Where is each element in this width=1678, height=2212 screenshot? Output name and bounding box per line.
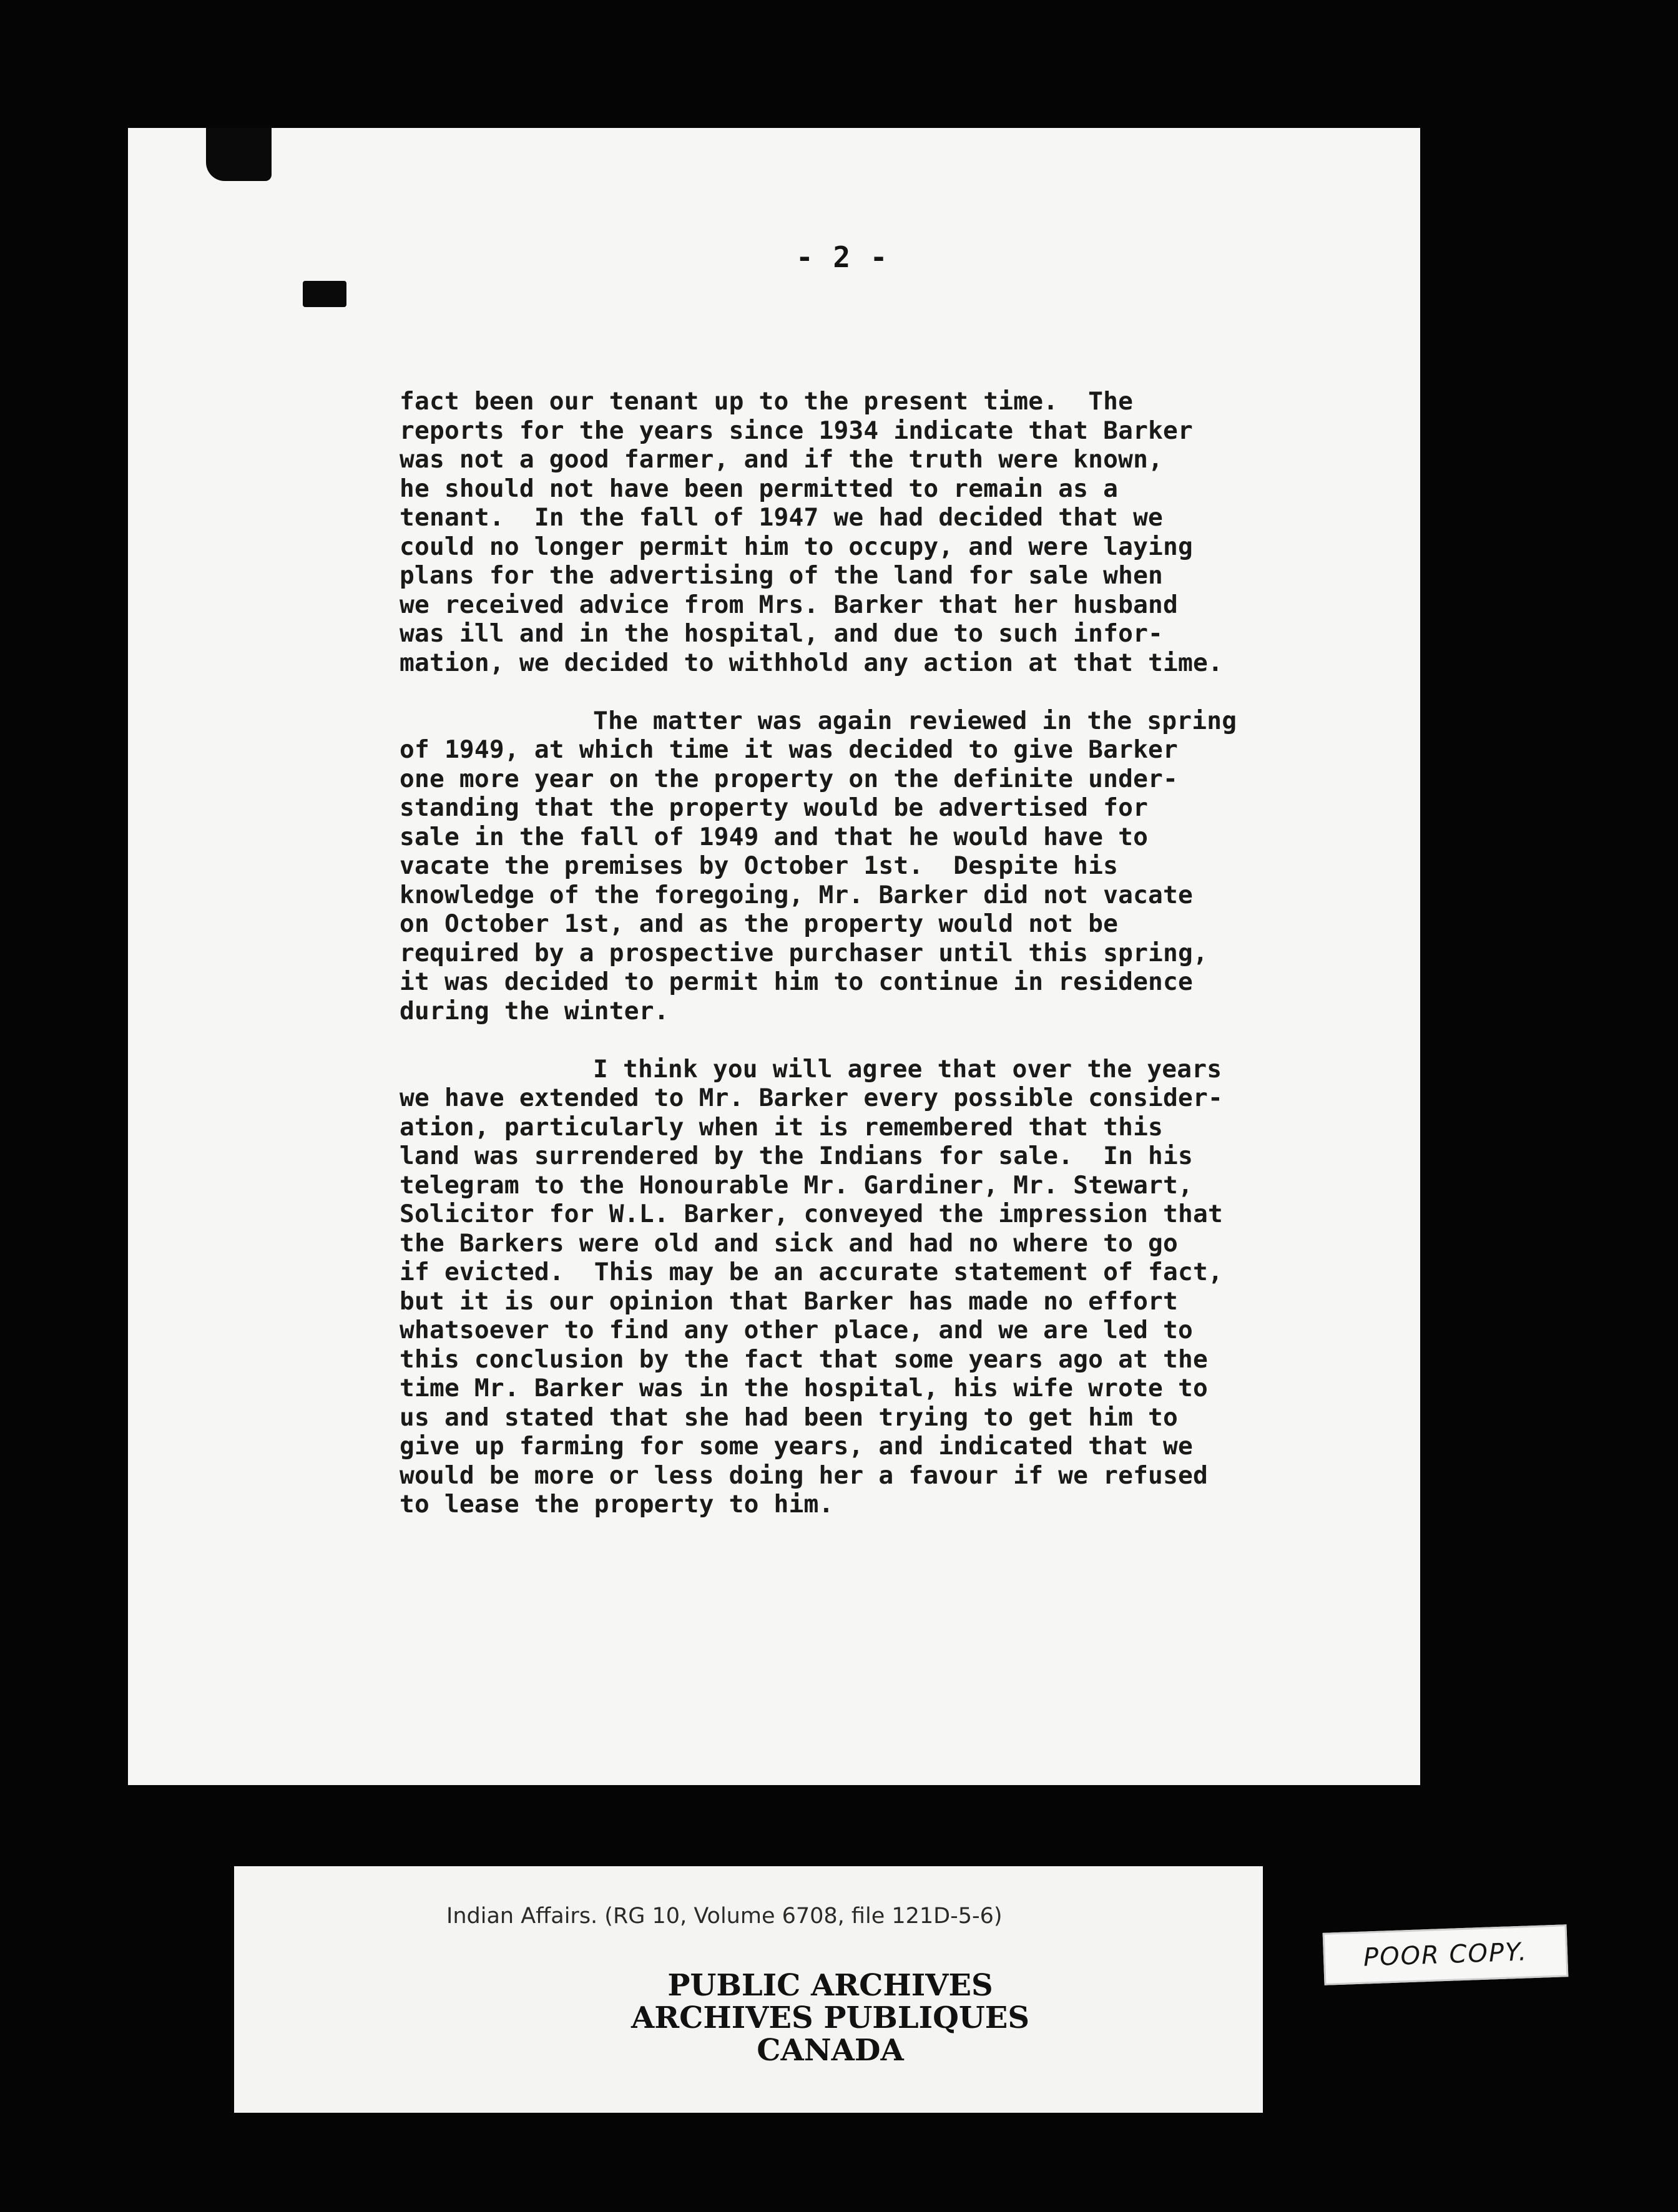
text-line: plans for the advertising of the land for sale when bbox=[400, 561, 1164, 590]
text-line: the Barkers were old and sick and had no where to go bbox=[400, 1228, 1179, 1258]
text-line: would be more or less doing her a favour if we refused bbox=[400, 1461, 1208, 1490]
tape-mark bbox=[206, 128, 272, 181]
text-line: but it is our opinion that Barker has made no effort bbox=[400, 1286, 1179, 1316]
text-line: we received advice from Mrs. Barker that her husband bbox=[400, 590, 1179, 619]
paragraph bbox=[400, 707, 1386, 1026]
text-line: I think you will agree that over the years bbox=[593, 1054, 1222, 1084]
text-line: of 1949, at which time it was decided to give Barker bbox=[400, 735, 1179, 764]
text-line: sale in the fall of 1949 and that he would have to bbox=[400, 822, 1149, 851]
text-line: give up farming for some years, and indicated that we bbox=[400, 1432, 1193, 1461]
text-line: whatsoever to find any other place, and we are led to bbox=[400, 1316, 1193, 1344]
page-number: - 2 - bbox=[796, 240, 889, 274]
text-line: land was surrendered by the Indians for sale. In his bbox=[400, 1142, 1193, 1170]
text-line: could no longer permit him to occupy, and were laying bbox=[400, 532, 1193, 561]
text-line: us and stated that she had been trying to get him to bbox=[400, 1402, 1179, 1432]
tape-mark-small bbox=[303, 281, 346, 307]
text-line: Solicitor for W.L. Barker, conveyed the impression that bbox=[400, 1200, 1223, 1228]
archive-title-line: PUBLIC ARCHIVES bbox=[667, 1968, 993, 2003]
letter-body bbox=[400, 387, 1386, 1519]
text-line: it was decided to permit him to continue in residence bbox=[400, 967, 1193, 996]
text-line: standing that the property would be advertised for bbox=[400, 793, 1149, 822]
text-line: mation, we decided to withhold any action at that time. bbox=[400, 648, 1223, 677]
text-line: was ill and in the hospital, and due to such infor- bbox=[400, 619, 1164, 648]
paragraph bbox=[400, 387, 1386, 677]
text-line: was not a good farmer, and if the truth were known, bbox=[400, 445, 1164, 474]
text-line: if evicted. This may be an accurate statement of fact, bbox=[400, 1258, 1223, 1286]
archive-title bbox=[537, 1969, 1124, 2067]
text-line: to lease the property to him. bbox=[400, 1490, 834, 1519]
text-line: fact been our tenant up to the present time. The bbox=[400, 387, 1134, 416]
text-line: The matter was again reviewed in the spring bbox=[593, 706, 1237, 735]
text-line: one more year on the property on the definite under- bbox=[400, 764, 1179, 793]
text-line: we have extended to Mr. Barker every possible consider- bbox=[400, 1084, 1223, 1112]
text-line: he should not have been permitted to remain as a bbox=[400, 474, 1119, 503]
text-line: knowledge of the foregoing, Mr. Barker did not vacate bbox=[400, 880, 1193, 909]
text-line: reports for the years since 1934 indicate that Barker bbox=[400, 416, 1193, 445]
archive-title-line: ARCHIVES PUBLIQUES bbox=[631, 2000, 1029, 2035]
archive-reference: Indian Affairs. (RG 10, Volume 6708, file 121D-5-6) bbox=[446, 1904, 1003, 1929]
paragraph bbox=[400, 1055, 1386, 1519]
text-line: on October 1st, and as the property would not be bbox=[400, 909, 1119, 938]
archive-title-line: CANADA bbox=[757, 2033, 904, 2068]
poor-copy-label: POOR COPY. bbox=[1323, 1924, 1569, 1985]
text-line: telegram to the Honourable Mr. Gardiner, Mr. Stewart, bbox=[400, 1170, 1193, 1200]
text-line: this conclusion by the fact that some years ago at the bbox=[400, 1344, 1208, 1374]
text-line: ation, particularly when it is remembered that this bbox=[400, 1112, 1164, 1142]
text-line: time Mr. Barker was in the hospital, his wife wrote to bbox=[400, 1374, 1208, 1402]
text-line: vacate the premises by October 1st. Despite his bbox=[400, 851, 1119, 880]
text-line: during the winter. bbox=[400, 996, 669, 1025]
text-line: tenant. In the fall of 1947 we had decided that we bbox=[400, 503, 1164, 532]
text-line: required by a prospective purchaser until this spring, bbox=[400, 938, 1208, 967]
